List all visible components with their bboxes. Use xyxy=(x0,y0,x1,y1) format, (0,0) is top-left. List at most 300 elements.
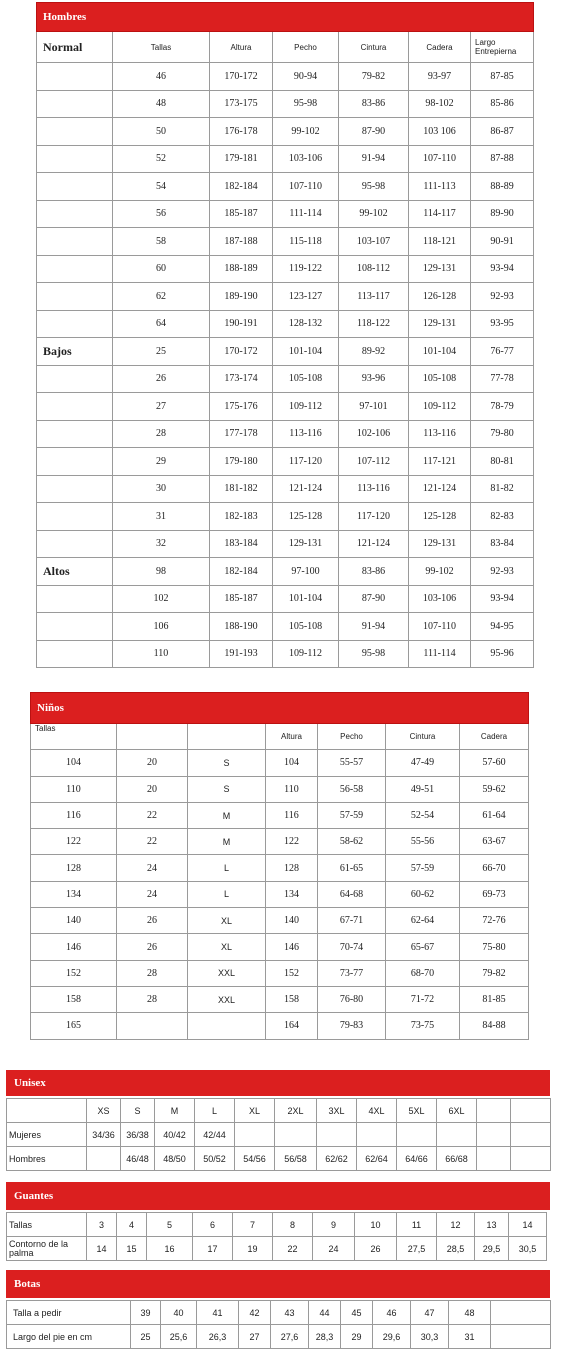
men-title-row xyxy=(37,3,534,32)
column-header: Largo Entrepierna xyxy=(471,32,534,63)
table-cell: 69-73 xyxy=(460,881,529,907)
table-cell: 24 xyxy=(313,1237,355,1261)
table-cell: 26,3 xyxy=(197,1325,239,1349)
table-row xyxy=(7,1213,547,1237)
table-cell xyxy=(397,1123,437,1147)
table-cell: 19 xyxy=(233,1237,273,1261)
kids-title: Niños xyxy=(31,693,529,724)
column-header: 3XL xyxy=(317,1099,357,1123)
table-cell xyxy=(491,1301,551,1325)
table-cell: 107-112 xyxy=(339,448,409,476)
table-cell: 57-59 xyxy=(386,855,460,881)
column-header: Cadera xyxy=(409,32,471,63)
table-cell: 70-74 xyxy=(318,934,386,960)
table-cell: 87-85 xyxy=(471,63,534,91)
table-cell: 128 xyxy=(266,855,318,881)
table-cell: 43 xyxy=(271,1301,309,1325)
table-cell: 63-67 xyxy=(460,829,529,855)
table-cell: 11 xyxy=(397,1213,437,1237)
table-cell: 113-116 xyxy=(339,475,409,503)
table-cell: 101-104 xyxy=(273,585,339,613)
table-cell: 164 xyxy=(266,1013,318,1039)
table-cell: 14 xyxy=(509,1213,547,1237)
table-cell: 177-178 xyxy=(210,420,273,448)
table-row xyxy=(31,986,529,1012)
table-cell: 57-59 xyxy=(318,802,386,828)
table-cell: 101-104 xyxy=(409,338,471,366)
table-cell: 48/50 xyxy=(155,1147,195,1171)
table-cell: 189-190 xyxy=(210,283,273,311)
table-cell: 83-84 xyxy=(471,530,534,558)
table-cell: 22 xyxy=(117,829,188,855)
table-cell: 28,5 xyxy=(437,1237,475,1261)
table-cell: 56 xyxy=(113,200,210,228)
table-cell: 52 xyxy=(113,145,210,173)
table-cell: 190-191 xyxy=(210,310,273,338)
table-cell: 89-92 xyxy=(339,338,409,366)
table-cell: 90-91 xyxy=(471,228,534,256)
table-cell: 5 xyxy=(147,1213,193,1237)
table-row xyxy=(37,338,534,366)
table-cell: 98 xyxy=(113,558,210,586)
table-cell: 42 xyxy=(239,1301,271,1325)
column-header xyxy=(188,724,266,750)
table-cell: 118-121 xyxy=(409,228,471,256)
table-cell: 44 xyxy=(309,1301,341,1325)
table-cell: 152 xyxy=(266,960,318,986)
table-cell: 46/48 xyxy=(121,1147,155,1171)
table-cell: 122 xyxy=(266,829,318,855)
table-cell: 111-114 xyxy=(409,640,471,668)
table-cell xyxy=(235,1123,275,1147)
table-cell: 60 xyxy=(113,255,210,283)
table-cell: 188-189 xyxy=(210,255,273,283)
table-cell xyxy=(188,1013,266,1039)
table-row xyxy=(37,558,534,586)
column-header xyxy=(117,724,188,750)
table-cell: 55-57 xyxy=(318,750,386,776)
table-cell: 85-86 xyxy=(471,90,534,118)
table-row xyxy=(31,934,529,960)
table-cell: 182-183 xyxy=(210,503,273,531)
table-cell: Contorno de la palma xyxy=(7,1237,87,1261)
table-cell: 26 xyxy=(355,1237,397,1261)
table-cell: 173-175 xyxy=(210,90,273,118)
table-cell: 116 xyxy=(266,802,318,828)
table-cell: 126-128 xyxy=(409,283,471,311)
table-cell: 79-80 xyxy=(471,420,534,448)
table-cell: 65-67 xyxy=(386,934,460,960)
table-cell xyxy=(437,1123,477,1147)
group-spacer xyxy=(37,90,113,118)
table-cell: 175-176 xyxy=(210,393,273,421)
table-cell: 99-102 xyxy=(339,200,409,228)
table-row xyxy=(37,173,534,201)
table-row xyxy=(37,640,534,668)
table-cell: 158 xyxy=(266,986,318,1012)
table-cell: 140 xyxy=(31,908,117,934)
table-cell: 64-68 xyxy=(318,881,386,907)
table-cell: 104 xyxy=(266,750,318,776)
table-cell: 58-62 xyxy=(318,829,386,855)
group-spacer xyxy=(37,475,113,503)
table-cell: Mujeres xyxy=(7,1123,87,1147)
table-cell: 62/64 xyxy=(357,1147,397,1171)
table-row xyxy=(31,881,529,907)
table-cell: 3 xyxy=(87,1213,117,1237)
table-cell: 109-112 xyxy=(273,640,339,668)
table-cell: 170-172 xyxy=(210,338,273,366)
table-cell: 25 xyxy=(131,1325,161,1349)
table-row xyxy=(7,1301,551,1325)
table-cell: 26 xyxy=(117,908,188,934)
table-cell: 116 xyxy=(31,802,117,828)
table-cell: 117-120 xyxy=(339,503,409,531)
group-spacer xyxy=(37,283,113,311)
table-cell: 146 xyxy=(266,934,318,960)
group-label: Altos xyxy=(37,558,113,586)
kids-title-row xyxy=(31,693,529,724)
table-cell: 103-107 xyxy=(339,228,409,256)
table-cell: 28 xyxy=(113,420,210,448)
table-cell: 111-113 xyxy=(409,173,471,201)
column-header: Altura xyxy=(266,724,318,750)
table-cell: 61-65 xyxy=(318,855,386,881)
table-cell: 93-97 xyxy=(409,63,471,91)
table-row xyxy=(7,1123,551,1147)
table-cell: 103-106 xyxy=(273,145,339,173)
table-row xyxy=(37,283,534,311)
table-cell: M xyxy=(188,802,266,828)
group-label: Normal xyxy=(37,32,113,63)
table-row xyxy=(37,200,534,228)
table-cell: 50/52 xyxy=(195,1147,235,1171)
table-cell xyxy=(477,1123,511,1147)
table-cell: 15 xyxy=(117,1237,147,1261)
table-cell: 79-82 xyxy=(339,63,409,91)
group-spacer xyxy=(37,200,113,228)
column-header: XL xyxy=(235,1099,275,1123)
table-cell: 54/56 xyxy=(235,1147,275,1171)
table-row xyxy=(37,585,534,613)
column-header: 6XL xyxy=(437,1099,477,1123)
unisex-banner xyxy=(6,1070,550,1096)
table-cell: 34/36 xyxy=(87,1123,121,1147)
table-cell: 47 xyxy=(411,1301,449,1325)
table-cell: 118-122 xyxy=(339,310,409,338)
table-cell: 61-64 xyxy=(460,802,529,828)
table-cell: 99-102 xyxy=(273,118,339,146)
table-cell: 57-60 xyxy=(460,750,529,776)
table-cell: 77-78 xyxy=(471,365,534,393)
table-row xyxy=(37,475,534,503)
table-cell: 28 xyxy=(117,986,188,1012)
column-header: Altura xyxy=(210,32,273,63)
men-title: Hombres xyxy=(37,3,534,32)
table-row xyxy=(37,503,534,531)
table-cell: 66-70 xyxy=(460,855,529,881)
table-cell: XL xyxy=(188,934,266,960)
table-cell: 102-106 xyxy=(339,420,409,448)
table-cell: 17 xyxy=(193,1237,233,1261)
table-cell: 81-85 xyxy=(460,986,529,1012)
table-cell: 185-187 xyxy=(210,200,273,228)
table-cell: 39 xyxy=(131,1301,161,1325)
table-cell: 67-71 xyxy=(318,908,386,934)
table-cell: 89-90 xyxy=(471,200,534,228)
table-cell xyxy=(511,1147,551,1171)
table-cell: 102 xyxy=(113,585,210,613)
table-cell: 187-188 xyxy=(210,228,273,256)
group-spacer xyxy=(37,145,113,173)
table-cell: 66/68 xyxy=(437,1147,477,1171)
table-cell: 87-90 xyxy=(339,585,409,613)
table-cell: 25,6 xyxy=(161,1325,197,1349)
column-header: Tallas xyxy=(31,724,117,750)
table-cell: 72-76 xyxy=(460,908,529,934)
table-cell: 88-89 xyxy=(471,173,534,201)
table-cell: 93-94 xyxy=(471,255,534,283)
table-cell: 62-64 xyxy=(386,908,460,934)
table-cell: 30,5 xyxy=(509,1237,547,1261)
table-cell: 86-87 xyxy=(471,118,534,146)
table-cell: 114-117 xyxy=(409,200,471,228)
table-cell: 84-88 xyxy=(460,1013,529,1039)
column-header: Pecho xyxy=(318,724,386,750)
table-row xyxy=(37,255,534,283)
table-cell: 26 xyxy=(117,934,188,960)
table-cell: 129-131 xyxy=(409,255,471,283)
column-header: 5XL xyxy=(397,1099,437,1123)
group-spacer xyxy=(37,365,113,393)
table-cell: 128 xyxy=(31,855,117,881)
table-cell: 36/38 xyxy=(121,1123,155,1147)
table-cell: 24 xyxy=(117,881,188,907)
table-row xyxy=(37,365,534,393)
group-spacer xyxy=(37,420,113,448)
table-cell: 95-98 xyxy=(273,90,339,118)
table-cell: 97-101 xyxy=(339,393,409,421)
group-spacer xyxy=(37,118,113,146)
botas-banner xyxy=(6,1270,550,1298)
column-header: Tallas xyxy=(113,32,210,63)
group-spacer xyxy=(37,448,113,476)
column-header xyxy=(477,1099,511,1123)
table-cell: 56/58 xyxy=(275,1147,317,1171)
men-size-table xyxy=(36,2,534,668)
column-header: Cadera xyxy=(460,724,529,750)
table-cell: 103-106 xyxy=(409,585,471,613)
column-header: Cintura xyxy=(339,32,409,63)
table-cell: XXL xyxy=(188,986,266,1012)
column-header: Pecho xyxy=(273,32,339,63)
table-cell: 48 xyxy=(449,1301,491,1325)
table-cell: 62/62 xyxy=(317,1147,357,1171)
botas-size-table xyxy=(6,1300,551,1349)
group-spacer xyxy=(37,255,113,283)
table-cell: 76-77 xyxy=(471,338,534,366)
table-cell: 113-116 xyxy=(273,420,339,448)
table-cell: 117-121 xyxy=(409,448,471,476)
table-cell: 46 xyxy=(373,1301,411,1325)
table-cell: 47-49 xyxy=(386,750,460,776)
table-cell: 179-181 xyxy=(210,145,273,173)
table-row xyxy=(7,1237,547,1261)
table-cell: 113-116 xyxy=(409,420,471,448)
column-header xyxy=(7,1099,87,1123)
group-spacer xyxy=(37,640,113,668)
table-cell: 91-94 xyxy=(339,145,409,173)
guantes-title: Guantes xyxy=(14,1190,54,1202)
table-cell: M xyxy=(188,829,266,855)
table-cell: 10 xyxy=(355,1213,397,1237)
table-cell: 181-182 xyxy=(210,475,273,503)
table-cell: 94-95 xyxy=(471,613,534,641)
column-header: 4XL xyxy=(357,1099,397,1123)
group-spacer xyxy=(37,393,113,421)
table-cell: 95-98 xyxy=(339,640,409,668)
table-cell: 81-82 xyxy=(471,475,534,503)
table-cell: 22 xyxy=(117,802,188,828)
table-cell: 140 xyxy=(266,908,318,934)
table-cell: 40 xyxy=(161,1301,197,1325)
table-cell: XL xyxy=(188,908,266,934)
table-cell: 59-62 xyxy=(460,776,529,802)
table-row xyxy=(31,802,529,828)
table-cell: 109-112 xyxy=(409,393,471,421)
group-label: Bajos xyxy=(37,338,113,366)
table-cell: 113-117 xyxy=(339,283,409,311)
group-spacer xyxy=(37,228,113,256)
column-header xyxy=(511,1099,551,1123)
column-header: S xyxy=(121,1099,155,1123)
table-cell: 115-118 xyxy=(273,228,339,256)
table-cell: 58 xyxy=(113,228,210,256)
table-cell: 176-178 xyxy=(210,118,273,146)
column-header: L xyxy=(195,1099,235,1123)
table-cell: 182-184 xyxy=(210,173,273,201)
table-cell: L xyxy=(188,881,266,907)
table-cell: 22 xyxy=(273,1237,313,1261)
table-cell: 110 xyxy=(31,776,117,802)
table-cell: 134 xyxy=(31,881,117,907)
group-spacer xyxy=(37,530,113,558)
table-cell: 99-102 xyxy=(409,558,471,586)
table-cell: 182-184 xyxy=(210,558,273,586)
men-header-row xyxy=(37,32,534,63)
table-cell: 71-72 xyxy=(386,986,460,1012)
table-cell: 123-127 xyxy=(273,283,339,311)
table-cell xyxy=(477,1147,511,1171)
table-cell: 62 xyxy=(113,283,210,311)
table-cell: 75-80 xyxy=(460,934,529,960)
table-cell: 7 xyxy=(233,1213,273,1237)
column-header: Cintura xyxy=(386,724,460,750)
table-cell: 121-124 xyxy=(409,475,471,503)
group-spacer xyxy=(37,503,113,531)
table-cell: 91-94 xyxy=(339,613,409,641)
guantes-banner xyxy=(6,1182,550,1210)
table-row xyxy=(37,448,534,476)
table-row xyxy=(31,776,529,802)
table-cell: 4 xyxy=(117,1213,147,1237)
column-header: M xyxy=(155,1099,195,1123)
table-cell xyxy=(491,1325,551,1349)
table-cell: Largo del pie en cm xyxy=(7,1325,131,1349)
table-cell: 104 xyxy=(31,750,117,776)
table-cell: 40/42 xyxy=(155,1123,195,1147)
table-cell: 42/44 xyxy=(195,1123,235,1147)
table-cell: 129-131 xyxy=(409,530,471,558)
unisex-header-row xyxy=(7,1099,551,1123)
table-cell xyxy=(317,1123,357,1147)
table-cell: 82-83 xyxy=(471,503,534,531)
table-cell: 146 xyxy=(31,934,117,960)
group-spacer xyxy=(37,173,113,201)
table-cell: 170-172 xyxy=(210,63,273,91)
table-cell: 73-75 xyxy=(386,1013,460,1039)
botas-title: Botas xyxy=(14,1278,41,1290)
table-cell: 31 xyxy=(449,1325,491,1349)
table-cell: L xyxy=(188,855,266,881)
table-cell: 26 xyxy=(113,365,210,393)
table-cell: 109-112 xyxy=(273,393,339,421)
table-cell: 32 xyxy=(113,530,210,558)
table-cell: 27 xyxy=(113,393,210,421)
table-cell: 13 xyxy=(475,1213,509,1237)
table-cell: 31 xyxy=(113,503,210,531)
table-cell: 125-128 xyxy=(273,503,339,531)
table-cell: Talla a pedir xyxy=(7,1301,131,1325)
table-cell: 134 xyxy=(266,881,318,907)
table-cell: 93-95 xyxy=(471,310,534,338)
kids-size-table xyxy=(30,692,529,1040)
table-row xyxy=(37,310,534,338)
table-cell: 93-96 xyxy=(339,365,409,393)
table-cell: 107-110 xyxy=(409,613,471,641)
table-cell: XXL xyxy=(188,960,266,986)
table-row xyxy=(31,960,529,986)
table-cell: 129-131 xyxy=(273,530,339,558)
table-cell: 45 xyxy=(341,1301,373,1325)
table-row xyxy=(37,145,534,173)
table-cell: 28 xyxy=(117,960,188,986)
table-cell: 50 xyxy=(113,118,210,146)
table-cell: 6 xyxy=(193,1213,233,1237)
table-cell: 117-120 xyxy=(273,448,339,476)
table-row xyxy=(31,1013,529,1039)
table-cell: 64 xyxy=(113,310,210,338)
table-cell: 12 xyxy=(437,1213,475,1237)
table-cell: 73-77 xyxy=(318,960,386,986)
table-cell: 79-82 xyxy=(460,960,529,986)
table-row xyxy=(31,908,529,934)
table-cell: 29 xyxy=(113,448,210,476)
table-cell: 48 xyxy=(113,90,210,118)
table-row xyxy=(37,420,534,448)
table-cell: 98-102 xyxy=(409,90,471,118)
table-cell: 24 xyxy=(117,855,188,881)
table-cell: 68-70 xyxy=(386,960,460,986)
table-cell xyxy=(511,1123,551,1147)
table-row xyxy=(31,750,529,776)
table-cell: 41 xyxy=(197,1301,239,1325)
table-cell: S xyxy=(188,750,266,776)
table-cell: 110 xyxy=(113,640,210,668)
group-spacer xyxy=(37,613,113,641)
table-row xyxy=(37,613,534,641)
table-cell: 183-184 xyxy=(210,530,273,558)
